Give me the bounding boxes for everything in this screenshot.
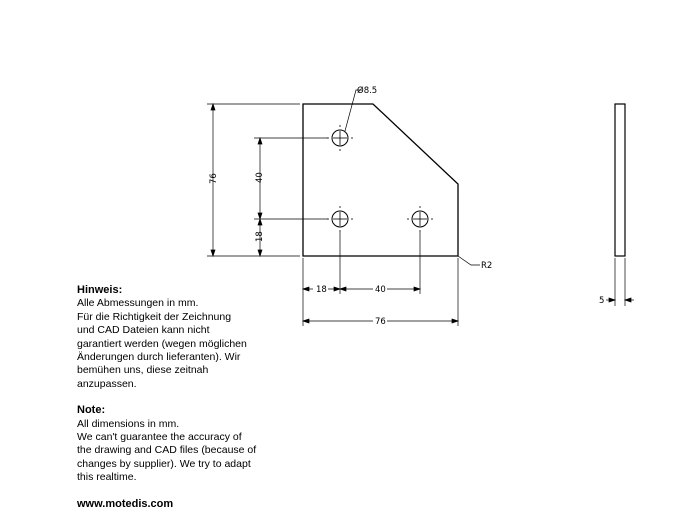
hole-top: [327, 125, 353, 151]
note-de-line: Für die Richtigkeit der Zeichnung: [77, 310, 232, 323]
dim-width-label: 76: [375, 317, 386, 327]
website-text: www.motedis.com: [77, 497, 174, 510]
note-en-line: All dimensions in mm.: [77, 417, 180, 430]
hole-bottom-left: [327, 206, 353, 232]
hole-diameter-label: Ø8.5: [357, 86, 378, 96]
note-de-line: Änderungen durch lieferanten). Wir: [77, 351, 241, 364]
dim-hole-spacing-h-label: 40: [375, 285, 386, 295]
dim-thickness-label: 5: [599, 296, 605, 306]
note-en-title: Note:: [77, 404, 106, 417]
radius-leader: [458, 256, 492, 271]
plate-outline: [303, 104, 458, 256]
note-de-line: Alle Abmessungen in mm.: [77, 297, 199, 310]
dim-height: [207, 104, 300, 256]
hole-bottom-right: [407, 206, 433, 232]
note-de-line: anzupassen.: [77, 377, 137, 390]
dim-hole-spacing-v-label: 40: [255, 172, 265, 183]
note-en-line: changes by supplier). We try to adapt: [77, 457, 251, 470]
note-en-line: We can't guarantee the accuracy of: [77, 431, 242, 444]
notes-block: [77, 284, 317, 511]
dim-hole-offset-h-label: 18: [316, 285, 327, 295]
note-de-line: garantiert werden (wegen möglichen: [77, 337, 247, 350]
dim-hole-spacing-v: [254, 138, 328, 219]
hole-diameter-leader: [345, 85, 377, 131]
radius-label: R2: [481, 261, 493, 271]
dim-hole-offset-v-label: 18: [255, 231, 265, 242]
side-view-plate: [615, 104, 625, 256]
note-en-line: this realtime.: [77, 471, 137, 484]
note-en-line: the drawing and CAD files (because of: [77, 444, 257, 457]
note-de-line: und CAD Dateien kann nicht: [77, 324, 210, 337]
dim-height-label: 76: [209, 173, 219, 184]
dim-thickness: [606, 258, 634, 306]
note-de-title: Hinweis:: [77, 284, 123, 296]
note-de-line: bemühen uns, diese zeitnah: [77, 364, 209, 377]
